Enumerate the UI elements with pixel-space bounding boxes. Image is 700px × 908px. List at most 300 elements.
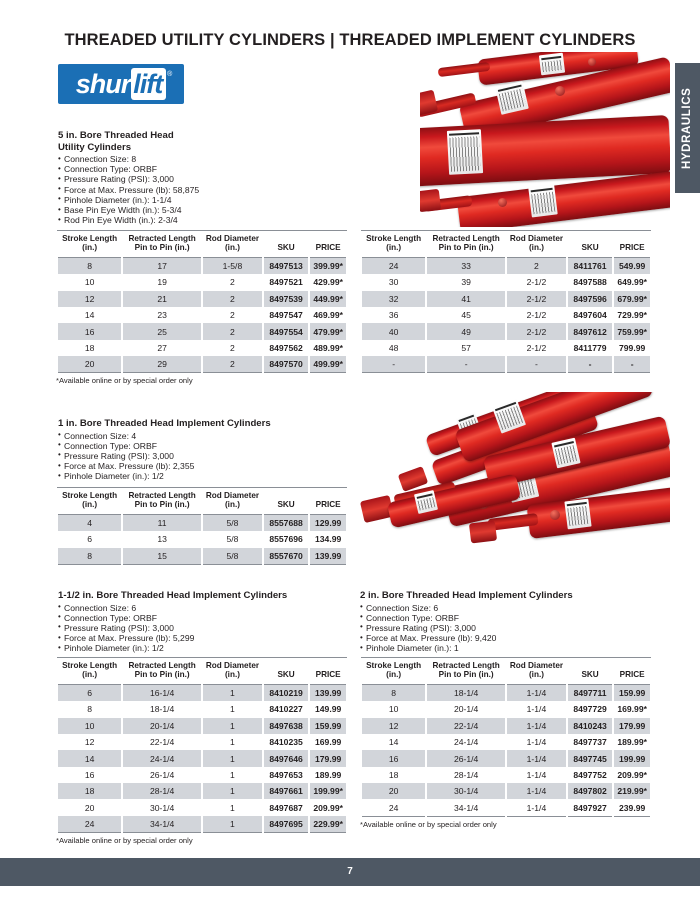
col-header-sku: SKU bbox=[567, 658, 613, 685]
cell-price: 189.99 bbox=[309, 767, 347, 783]
cell-retracted-length: 57 bbox=[426, 340, 506, 356]
table-row bbox=[57, 750, 347, 766]
col-header-unit: Pin to Pin (in.) bbox=[438, 243, 494, 253]
section-tab-label: HYDRAULICS bbox=[681, 87, 693, 169]
cell-price: 499.99* bbox=[309, 356, 347, 373]
cell-sku: 8497547 bbox=[263, 307, 309, 323]
cell-rod-diameter: 1 bbox=[202, 701, 263, 717]
cell-price: 149.99 bbox=[309, 701, 347, 717]
product-label bbox=[447, 129, 483, 175]
cell-stroke-length: 32 bbox=[361, 291, 426, 307]
table-row bbox=[57, 356, 347, 373]
col-header-price: PRICE bbox=[309, 488, 347, 515]
col-header-text: Rod Diameter bbox=[205, 234, 260, 243]
cell-stroke-length: 20 bbox=[57, 799, 122, 815]
table-row bbox=[361, 718, 651, 734]
table-body bbox=[361, 684, 651, 816]
cell-price: - bbox=[613, 356, 651, 373]
cell-retracted-length: 34-1/4 bbox=[426, 799, 506, 816]
cell-retracted-length: 28-1/4 bbox=[122, 783, 202, 799]
cell-sku: 8557688 bbox=[263, 514, 309, 531]
cell-stroke-length: 14 bbox=[57, 750, 122, 766]
spec-block-five-inch-bore bbox=[58, 130, 348, 225]
spec-title bbox=[58, 130, 348, 153]
table-row bbox=[57, 701, 347, 717]
cell-rod-diameter: 1 bbox=[202, 684, 263, 701]
col-header-rod-diameter bbox=[202, 488, 263, 515]
cell-retracted-length: 33 bbox=[426, 257, 506, 274]
cell-retracted-length: 19 bbox=[122, 274, 202, 290]
table-header-row bbox=[57, 488, 347, 515]
col-header-text: Retracted Length bbox=[432, 234, 500, 243]
cell-rod-diameter: 1-1/4 bbox=[506, 767, 567, 783]
col-header-stroke-length bbox=[361, 658, 426, 685]
col-header-unit: (in.) bbox=[224, 243, 240, 253]
col-header-unit: (in.) bbox=[224, 500, 240, 510]
col-header-retracted-length bbox=[122, 488, 202, 515]
spec-item: • Pressure Rating (PSI): 3,000 bbox=[58, 174, 348, 184]
cell-rod-diameter: 2 bbox=[202, 307, 263, 323]
cell-sku: 8497562 bbox=[263, 340, 309, 356]
spec-table bbox=[360, 230, 652, 373]
table-row bbox=[361, 323, 651, 339]
cell-price: 429.99* bbox=[309, 274, 347, 290]
cell-price: 489.99* bbox=[309, 340, 347, 356]
cell-stroke-length: 20 bbox=[57, 356, 122, 373]
spec-item: • Force at Max. Pressure (lb): 9,420 bbox=[360, 633, 650, 643]
col-header-text: Retracted Length bbox=[128, 234, 196, 243]
cell-stroke-length: 10 bbox=[57, 274, 122, 290]
table-one-inch-bore bbox=[56, 487, 348, 565]
cell-sku: 8497745 bbox=[567, 750, 613, 766]
registered-trademark-icon: ® bbox=[167, 70, 172, 78]
cell-sku: 8497927 bbox=[567, 799, 613, 816]
cell-stroke-length: 12 bbox=[361, 718, 426, 734]
logo-text-lift: lift bbox=[131, 68, 166, 100]
cell-rod-diameter: 1-5/8 bbox=[202, 257, 263, 274]
cell-stroke-length: 18 bbox=[57, 783, 122, 799]
cell-rod-diameter: 1-1/4 bbox=[506, 750, 567, 766]
table-header-row bbox=[361, 658, 651, 685]
cell-rod-diameter: 1 bbox=[202, 799, 263, 815]
cell-sku: 8410235 bbox=[263, 734, 309, 750]
spec-table bbox=[56, 230, 348, 373]
col-header-text: Rod Diameter bbox=[509, 661, 564, 670]
cell-stroke-length: 12 bbox=[57, 291, 122, 307]
table-row bbox=[57, 684, 347, 701]
cell-stroke-length: 10 bbox=[361, 701, 426, 717]
table-row bbox=[361, 307, 651, 323]
cell-price: 219.99* bbox=[613, 783, 651, 799]
cell-retracted-length: 39 bbox=[426, 274, 506, 290]
spec-item: • Force at Max. Pressure (lb): 5,299 bbox=[58, 633, 348, 643]
cell-stroke-length: 20 bbox=[361, 783, 426, 799]
cell-retracted-length: 22-1/4 bbox=[426, 718, 506, 734]
cell-retracted-length: 49 bbox=[426, 323, 506, 339]
col-header-unit: (in.) bbox=[528, 243, 544, 253]
table-header bbox=[361, 658, 651, 685]
page-footer bbox=[0, 858, 700, 886]
table-body bbox=[57, 257, 347, 373]
spec-item: • Connection Size: 4 bbox=[58, 431, 348, 441]
cell-rod-diameter: 1 bbox=[202, 718, 263, 734]
cell-sku: 8557670 bbox=[263, 548, 309, 565]
cylinder-clevis bbox=[420, 189, 441, 213]
cell-retracted-length: 21 bbox=[122, 291, 202, 307]
col-header-price: PRICE bbox=[309, 658, 347, 685]
cell-stroke-length: 8 bbox=[361, 684, 426, 701]
cell-stroke-length: 8 bbox=[57, 701, 122, 717]
cell-sku: 8497752 bbox=[567, 767, 613, 783]
col-header-rod-diameter bbox=[202, 658, 263, 685]
cell-rod-diameter: 2 bbox=[202, 356, 263, 373]
col-header-sku: SKU bbox=[567, 231, 613, 258]
cell-retracted-length: 15 bbox=[122, 548, 202, 565]
hydraulic-port bbox=[555, 86, 565, 96]
table-header bbox=[57, 231, 347, 258]
cell-sku: 8410227 bbox=[263, 701, 309, 717]
table-one-and-half-inch-bore bbox=[56, 657, 348, 845]
table-row bbox=[57, 274, 347, 290]
cell-sku: 8497612 bbox=[567, 323, 613, 339]
spec-item: • Pinhole Diameter (in.): 1/2 bbox=[58, 471, 348, 481]
table-row bbox=[57, 340, 347, 356]
cell-retracted-length: 20-1/4 bbox=[426, 701, 506, 717]
cell-sku: - bbox=[567, 356, 613, 373]
table-row bbox=[361, 257, 651, 274]
col-header-rod-diameter bbox=[202, 231, 263, 258]
cell-stroke-length: 24 bbox=[361, 257, 426, 274]
cell-rod-diameter: 1-1/4 bbox=[506, 783, 567, 799]
spec-table bbox=[56, 657, 348, 833]
col-header-retracted-length bbox=[122, 231, 202, 258]
product-label bbox=[539, 53, 565, 76]
table-row bbox=[361, 340, 651, 356]
cell-price: 549.99 bbox=[613, 257, 651, 274]
table-row bbox=[57, 323, 347, 339]
cell-stroke-length: 10 bbox=[57, 718, 122, 734]
col-header-unit: (in.) bbox=[82, 243, 98, 253]
cell-retracted-length: 24-1/4 bbox=[426, 734, 506, 750]
cell-rod-diameter: 2 bbox=[202, 323, 263, 339]
cell-retracted-length: 18-1/4 bbox=[426, 684, 506, 701]
cell-sku: 8411779 bbox=[567, 340, 613, 356]
spec-item: • Pinhole Diameter (in.): 1/2 bbox=[58, 643, 348, 653]
cell-rod-diameter: 2 bbox=[506, 257, 567, 274]
spec-item: • Connection Size: 6 bbox=[360, 603, 650, 613]
cell-rod-diameter: 1 bbox=[202, 750, 263, 766]
cell-rod-diameter: 1-1/4 bbox=[506, 684, 567, 701]
col-header-text: Retracted Length bbox=[432, 661, 500, 670]
cell-price: 169.99 bbox=[309, 734, 347, 750]
col-header-rod-diameter bbox=[506, 231, 567, 258]
table-row bbox=[57, 767, 347, 783]
col-header-unit: (in.) bbox=[528, 670, 544, 680]
col-header-unit: (in.) bbox=[82, 500, 98, 510]
spec-list bbox=[360, 603, 650, 654]
col-header-retracted-length bbox=[426, 658, 506, 685]
cell-rod-diameter: 1-1/4 bbox=[506, 734, 567, 750]
col-header-unit: Pin to Pin (in.) bbox=[134, 500, 190, 510]
spec-item: • Connection Size: 8 bbox=[58, 154, 348, 164]
col-header-unit: Pin to Pin (in.) bbox=[134, 670, 190, 680]
table-two-inch-bore bbox=[360, 657, 652, 829]
col-header-text: Stroke Length bbox=[62, 661, 118, 670]
table-row bbox=[57, 816, 347, 833]
table-row bbox=[57, 291, 347, 307]
cell-retracted-length: 25 bbox=[122, 323, 202, 339]
cell-price: 179.99 bbox=[613, 718, 651, 734]
cell-retracted-length: 20-1/4 bbox=[122, 718, 202, 734]
cell-stroke-length: 8 bbox=[57, 257, 122, 274]
spec-block-one-inch-bore bbox=[58, 418, 348, 482]
cell-retracted-length: 28-1/4 bbox=[426, 767, 506, 783]
table-header bbox=[57, 658, 347, 685]
table-row bbox=[57, 548, 347, 565]
shurlift-logo bbox=[58, 64, 184, 104]
cell-price: 159.99 bbox=[613, 684, 651, 701]
product-photo-utility-cylinders bbox=[420, 52, 670, 227]
product-label bbox=[528, 185, 557, 218]
table-header-row bbox=[361, 231, 651, 258]
spec-item: • Connection Size: 6 bbox=[58, 603, 348, 613]
cell-price: 129.99 bbox=[309, 514, 347, 531]
cell-price: 449.99* bbox=[309, 291, 347, 307]
table-row bbox=[361, 750, 651, 766]
cell-rod-diameter: 2 bbox=[202, 274, 263, 290]
spec-title-line2: Utility Cylinders bbox=[58, 141, 132, 153]
table-row bbox=[361, 701, 651, 717]
col-header-sku: SKU bbox=[263, 658, 309, 685]
cell-rod-diameter: 2 bbox=[202, 340, 263, 356]
cell-sku: 8497596 bbox=[567, 291, 613, 307]
cell-sku: 8497521 bbox=[263, 274, 309, 290]
cell-retracted-length: 27 bbox=[122, 340, 202, 356]
spec-list bbox=[58, 154, 348, 225]
cell-rod-diameter: 1-1/4 bbox=[506, 701, 567, 717]
table-five-inch-bore-left bbox=[56, 230, 348, 385]
cell-stroke-length: 40 bbox=[361, 323, 426, 339]
table-footnote: *Available online or by special order only bbox=[360, 819, 497, 829]
cell-rod-diameter: 2 bbox=[202, 291, 263, 307]
col-header-stroke-length bbox=[361, 231, 426, 258]
cell-sku: 8497554 bbox=[263, 323, 309, 339]
cell-price: 199.99 bbox=[613, 750, 651, 766]
cell-price: 179.99 bbox=[309, 750, 347, 766]
spec-table bbox=[360, 657, 652, 817]
spec-item: • Connection Type: ORBF bbox=[58, 613, 348, 623]
cell-price: 799.99 bbox=[613, 340, 651, 356]
cell-sku: 8497687 bbox=[263, 799, 309, 815]
cell-sku: 8497646 bbox=[263, 750, 309, 766]
table-body bbox=[361, 257, 651, 373]
page-title: THREADED UTILITY CYLINDERS | THREADED IMPLEMENT CYLINDERS bbox=[64, 31, 636, 49]
spec-item: • Pressure Rating (PSI): 3,000 bbox=[58, 623, 348, 633]
cell-stroke-length: 18 bbox=[57, 340, 122, 356]
cell-retracted-length: 18-1/4 bbox=[122, 701, 202, 717]
cell-sku: 8410219 bbox=[263, 684, 309, 701]
spec-item: • Connection Type: ORBF bbox=[58, 441, 348, 451]
cell-sku: 8497737 bbox=[567, 734, 613, 750]
cell-price: 209.99* bbox=[309, 799, 347, 815]
col-header-text: Stroke Length bbox=[366, 661, 422, 670]
cell-retracted-length: 16-1/4 bbox=[122, 684, 202, 701]
col-header-retracted-length bbox=[426, 231, 506, 258]
cell-price: 469.99* bbox=[309, 307, 347, 323]
cell-sku: 8410243 bbox=[567, 718, 613, 734]
cell-retracted-length: 22-1/4 bbox=[122, 734, 202, 750]
col-header-stroke-length bbox=[57, 231, 122, 258]
col-header-text: Retracted Length bbox=[128, 661, 196, 670]
cell-price: 139.99 bbox=[309, 684, 347, 701]
logo-text-shur: shur bbox=[75, 68, 131, 99]
spec-item: • Pressure Rating (PSI): 3,000 bbox=[58, 451, 348, 461]
cell-stroke-length: 30 bbox=[361, 274, 426, 290]
cell-sku: 8497653 bbox=[263, 767, 309, 783]
table-header bbox=[57, 488, 347, 515]
spec-block-two-inch-bore bbox=[360, 590, 650, 654]
cell-rod-diameter: 2-1/2 bbox=[506, 323, 567, 339]
cell-stroke-length: 16 bbox=[57, 767, 122, 783]
cell-sku: 8497539 bbox=[263, 291, 309, 307]
cell-retracted-length: 26-1/4 bbox=[122, 767, 202, 783]
table-header-row bbox=[57, 231, 347, 258]
spec-item: • Connection Type: ORBF bbox=[360, 613, 650, 623]
cell-rod-diameter: 1-1/4 bbox=[506, 799, 567, 816]
spec-item: • Pinhole Diameter (in.): 1 bbox=[360, 643, 650, 653]
spec-item: • Rod Pin Eye Width (in.): 2-3/4 bbox=[58, 215, 348, 225]
product-label bbox=[564, 499, 591, 530]
table-body bbox=[57, 684, 347, 832]
cell-price: 229.99* bbox=[309, 816, 347, 833]
cell-retracted-length: 13 bbox=[122, 531, 202, 547]
cell-sku: 8497729 bbox=[567, 701, 613, 717]
table-row bbox=[57, 257, 347, 274]
cell-rod-diameter: 1 bbox=[202, 767, 263, 783]
cell-retracted-length: 24-1/4 bbox=[122, 750, 202, 766]
col-header-text: Rod Diameter bbox=[205, 491, 260, 500]
spec-title: 2 in. Bore Threaded Head Implement Cylinders bbox=[360, 590, 573, 601]
cell-retracted-length: 11 bbox=[122, 514, 202, 531]
cell-retracted-length: 45 bbox=[426, 307, 506, 323]
col-header-unit: Pin to Pin (in.) bbox=[438, 670, 494, 680]
hydraulic-port bbox=[550, 510, 560, 520]
spec-table bbox=[56, 487, 348, 565]
spec-list bbox=[58, 431, 348, 482]
table-row bbox=[57, 531, 347, 547]
cell-stroke-length: 36 bbox=[361, 307, 426, 323]
spec-block-one-and-half-inch-bore bbox=[58, 590, 348, 654]
cell-stroke-length: 14 bbox=[361, 734, 426, 750]
cell-price: 199.99* bbox=[309, 783, 347, 799]
cell-sku: 8497588 bbox=[567, 274, 613, 290]
cell-retracted-length: 34-1/4 bbox=[122, 816, 202, 833]
cell-price: 139.99 bbox=[309, 548, 347, 565]
cell-sku: 8497695 bbox=[263, 816, 309, 833]
cell-retracted-length: 41 bbox=[426, 291, 506, 307]
cell-retracted-length: 30-1/4 bbox=[122, 799, 202, 815]
col-header-text: Rod Diameter bbox=[205, 661, 260, 670]
spec-title: 1 in. Bore Threaded Head Implement Cylinders bbox=[58, 418, 271, 429]
cell-price: 679.99* bbox=[613, 291, 651, 307]
col-header-text: Retracted Length bbox=[128, 491, 196, 500]
product-photo-implement-cylinders bbox=[358, 392, 670, 582]
cell-retracted-length: 29 bbox=[122, 356, 202, 373]
cell-rod-diameter: 1-1/4 bbox=[506, 718, 567, 734]
cell-stroke-length: 14 bbox=[57, 307, 122, 323]
table-row bbox=[361, 684, 651, 701]
cell-price: 134.99 bbox=[309, 531, 347, 547]
cell-retracted-length: 30-1/4 bbox=[426, 783, 506, 799]
table-five-inch-bore-right bbox=[360, 230, 652, 373]
col-header-text: Stroke Length bbox=[366, 234, 422, 243]
col-header-sku: SKU bbox=[263, 231, 309, 258]
table-header bbox=[361, 231, 651, 258]
cell-price: 209.99* bbox=[613, 767, 651, 783]
cell-sku: 8497711 bbox=[567, 684, 613, 701]
spec-item: • Connection Type: ORBF bbox=[58, 164, 348, 174]
cell-price: 189.99* bbox=[613, 734, 651, 750]
cell-stroke-length: 6 bbox=[57, 684, 122, 701]
cell-price: 399.99* bbox=[309, 257, 347, 274]
cell-sku: 8411761 bbox=[567, 257, 613, 274]
table-row bbox=[361, 799, 651, 816]
table-row bbox=[57, 783, 347, 799]
cell-price: 729.99* bbox=[613, 307, 651, 323]
cell-sku: 8557696 bbox=[263, 531, 309, 547]
cell-rod-diameter: - bbox=[506, 356, 567, 373]
spec-item: • Pressure Rating (PSI): 3,000 bbox=[360, 623, 650, 633]
spec-item: • Pinhole Diameter (in.): 1-1/4 bbox=[58, 195, 348, 205]
table-row bbox=[57, 734, 347, 750]
table-row bbox=[57, 307, 347, 323]
spec-title-line1: 5 in. Bore Threaded Head bbox=[58, 130, 174, 141]
table-row bbox=[57, 718, 347, 734]
col-header-price: PRICE bbox=[613, 658, 651, 685]
cell-rod-diameter: 1 bbox=[202, 816, 263, 833]
cell-price: 759.99* bbox=[613, 323, 651, 339]
cell-price: 169.99* bbox=[613, 701, 651, 717]
table-row bbox=[57, 514, 347, 531]
col-header-unit: (in.) bbox=[386, 670, 402, 680]
col-header-sku: SKU bbox=[263, 488, 309, 515]
table-row bbox=[361, 356, 651, 373]
cell-retracted-length: - bbox=[426, 356, 506, 373]
cell-rod-diameter: 5/8 bbox=[202, 548, 263, 565]
col-header-stroke-length bbox=[57, 488, 122, 515]
table-row bbox=[361, 767, 651, 783]
cell-stroke-length: 12 bbox=[57, 734, 122, 750]
cell-rod-diameter: 5/8 bbox=[202, 531, 263, 547]
cell-stroke-length: 48 bbox=[361, 340, 426, 356]
col-header-text: Rod Diameter bbox=[509, 234, 564, 243]
cell-stroke-length: 4 bbox=[57, 514, 122, 531]
table-body bbox=[57, 514, 347, 564]
col-header-unit: (in.) bbox=[82, 670, 98, 680]
cell-retracted-length: 23 bbox=[122, 307, 202, 323]
col-header-unit: Pin to Pin (in.) bbox=[134, 243, 190, 253]
table-footnote: *Available online or by special order only bbox=[56, 376, 193, 386]
cell-sku: 8497570 bbox=[263, 356, 309, 373]
col-header-text: Stroke Length bbox=[62, 491, 118, 500]
cell-sku: 8497638 bbox=[263, 718, 309, 734]
col-header-price: PRICE bbox=[309, 231, 347, 258]
cell-rod-diameter: 2-1/2 bbox=[506, 307, 567, 323]
cell-stroke-length: 24 bbox=[361, 799, 426, 816]
hydraulic-port bbox=[588, 58, 596, 66]
cell-price: 479.99* bbox=[309, 323, 347, 339]
col-header-text: Stroke Length bbox=[62, 234, 118, 243]
